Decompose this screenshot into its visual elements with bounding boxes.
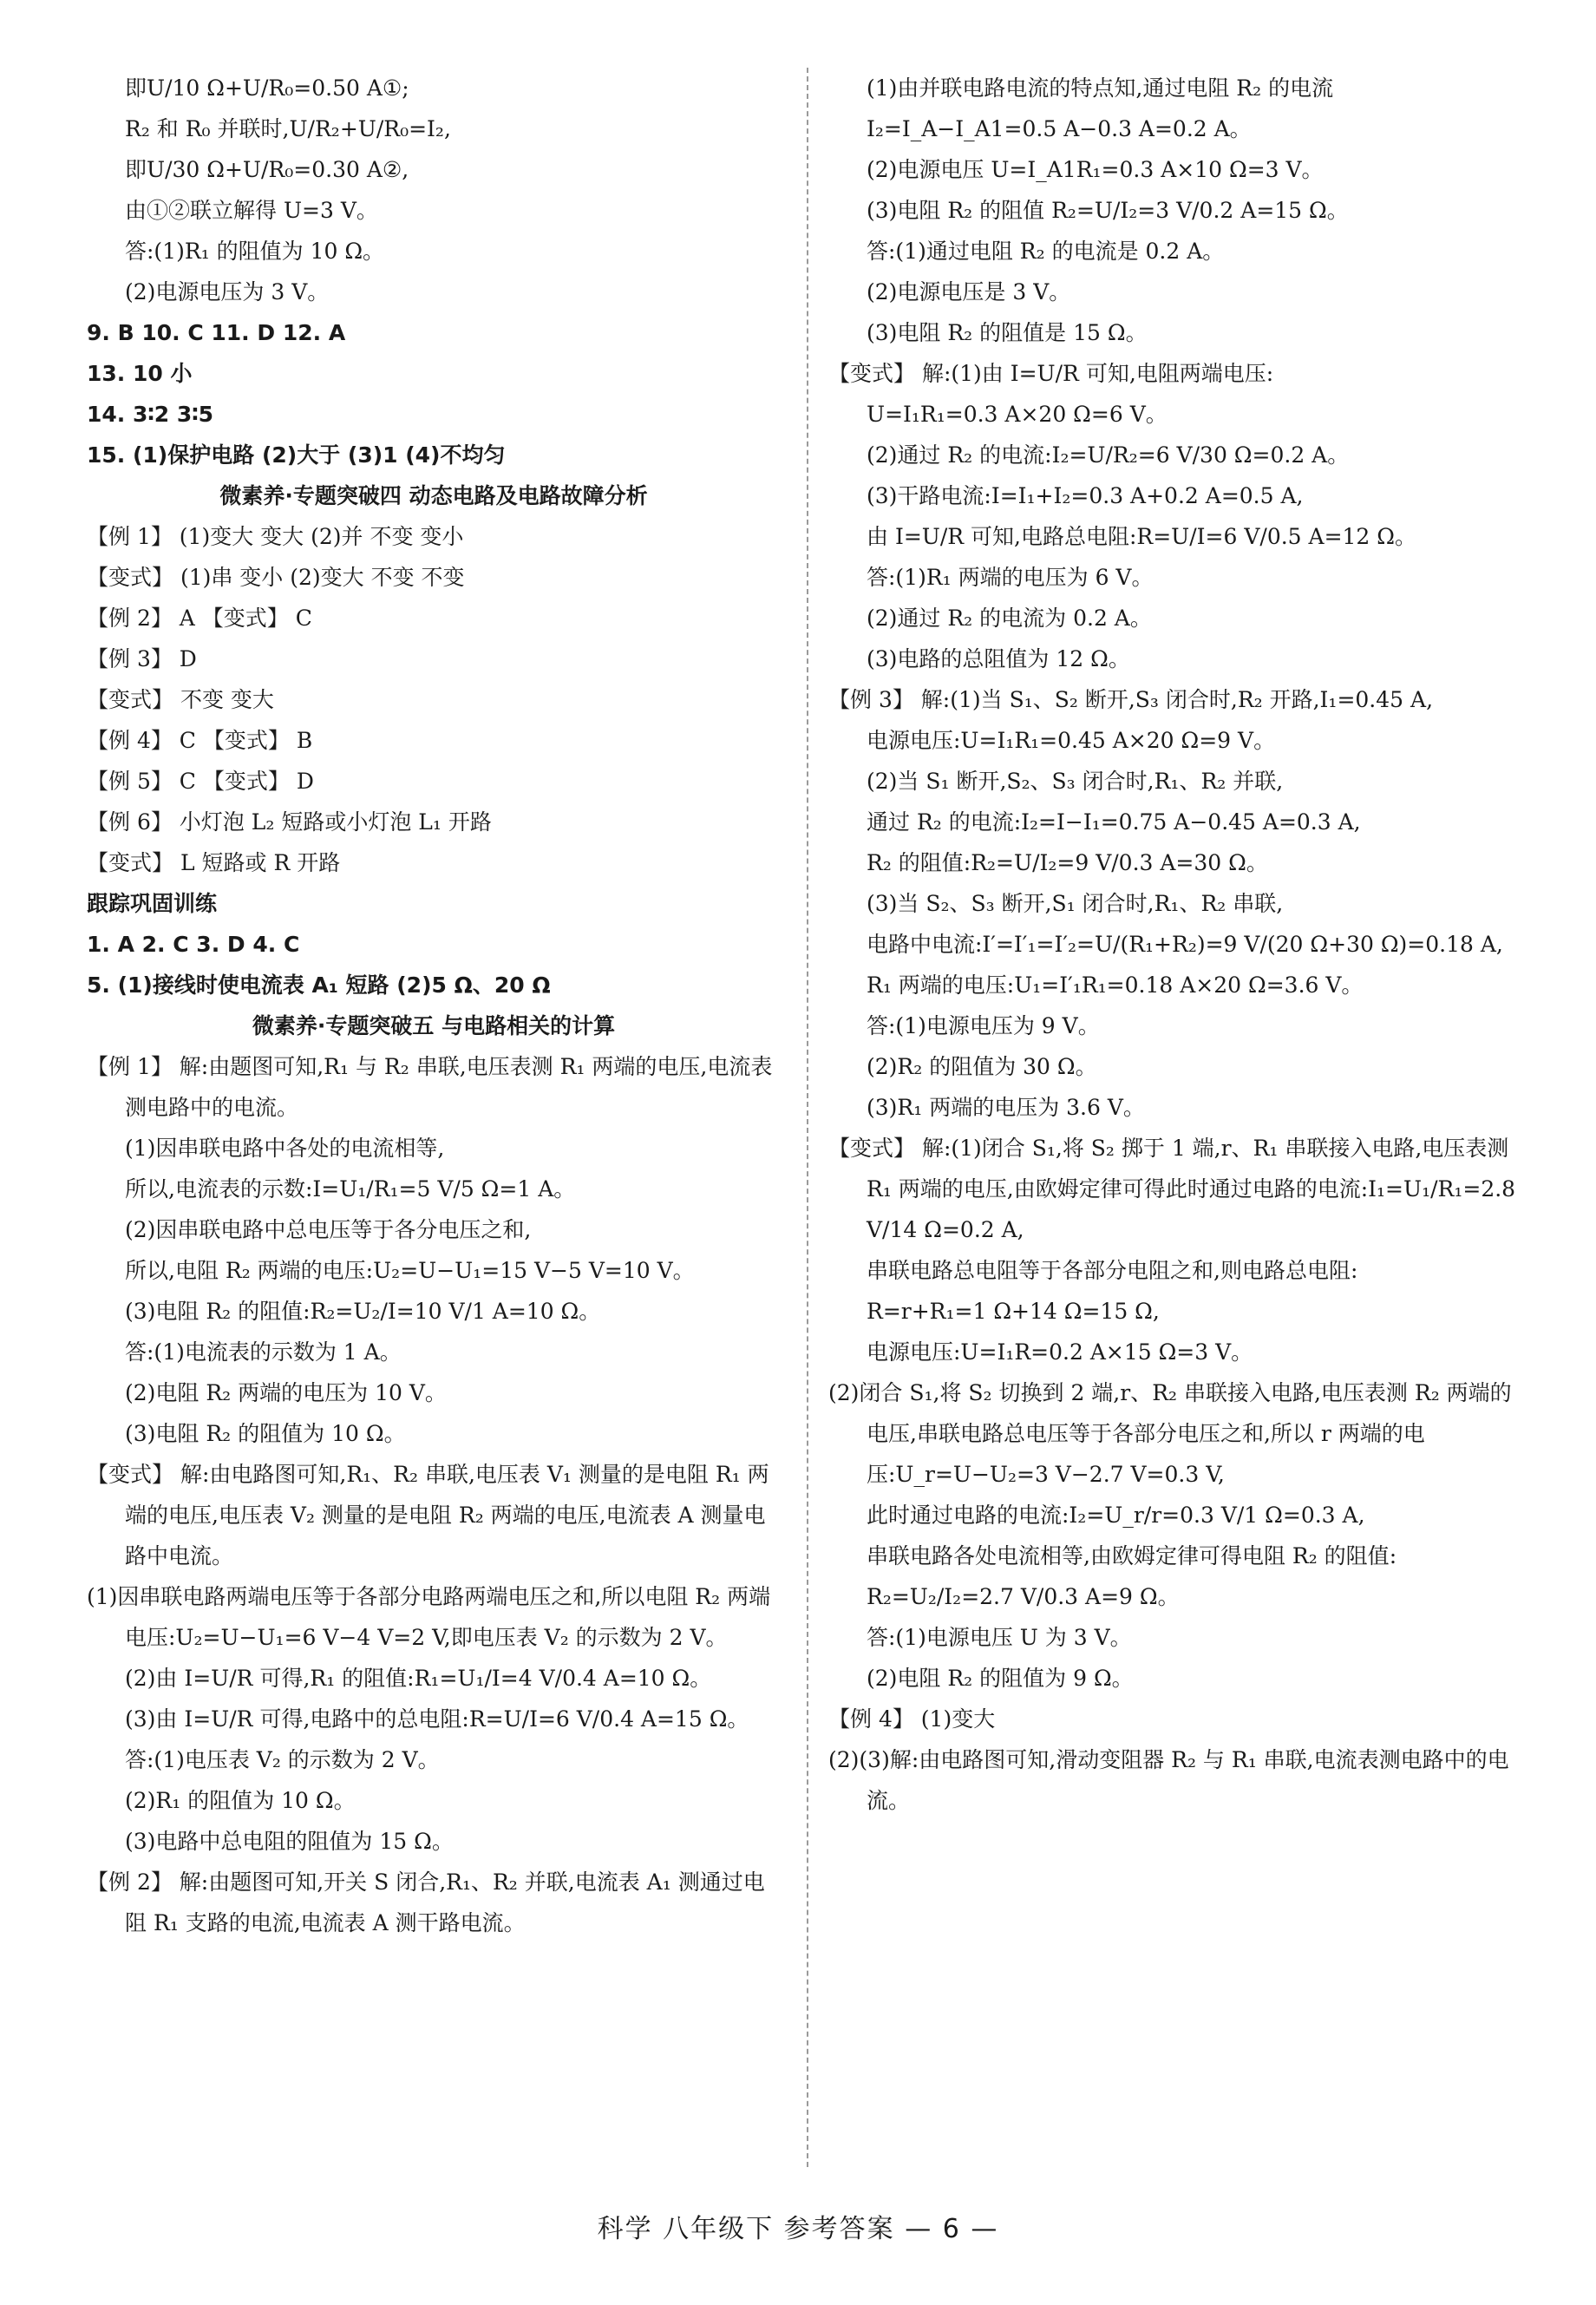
answer-line: 答:(1)电源电压 U 为 3 V。 — [867, 1625, 1132, 1650]
answer-line: 所以,电阻 R₂ 两端的电压:U₂=U−U₁=15 V−5 V=10 V。 — [125, 1258, 695, 1283]
answer-line: 所以,电流表的示数:I=U₁/R₁=5 V/5 Ω=1 A。 — [125, 1176, 576, 1202]
answer-line: 答:(1)R₁ 两端的电压为 6 V。 — [867, 565, 1154, 590]
answer-line: 5. (1)接线时使电流表 A₁ 短路 (2)5 Ω、20 Ω — [87, 972, 551, 998]
right-column — [828, 68, 1522, 1821]
answer-line: 【变式】 L 短路或 R 开路 — [87, 850, 341, 875]
answer-line: 即U/10 Ω+U/R₀=0.50 A①; — [125, 75, 409, 101]
answer-line: 微素养·专题突破五 与电路相关的计算 — [252, 1013, 616, 1038]
answer-line: (3)电阻 R₂ 的阻值是 15 Ω。 — [867, 320, 1148, 345]
answer-line: 此时通过电路的电流:I₂=U_r/r=0.3 V/1 Ω=0.3 A, — [867, 1503, 1365, 1528]
answer-line: 【变式】 解:(1)闭合 S₁,将 S₂ 掷于 1 端,r、R₁ 串联接入电路,电压表测 R₁ 两端的电压,由欧姆定律可得此时通过电路的电流:I₁=U₁/R₁=2.8 V/14 Ω=0.2 A, — [828, 1136, 1516, 1242]
answer-line: 【例 3】 解:(1)当 S₁、S₂ 断开,S₃ 闭合时,R₂ 开路,I₁=0.45 A, — [828, 687, 1434, 712]
answer-line: 1. A 2. C 3. D 4. C — [87, 932, 300, 957]
answer-line: R₂ 和 R₀ 并联时,U/R₂+U/R₀=I₂, — [125, 116, 451, 141]
answer-line: (3)电阻 R₂ 的阻值:R₂=U₂/I=10 V/1 A=10 Ω。 — [125, 1299, 601, 1324]
answer-line: 串联电路总电阻等于各部分电阻之和,则电路总电阻: — [867, 1258, 1358, 1283]
answer-line: 答:(1)电压表 V₂ 的示数为 2 V。 — [125, 1747, 440, 1772]
answer-line: (2)电源电压是 3 V。 — [867, 279, 1071, 304]
answer-line: (2)因串联电路中总电压等于各分电压之和, — [125, 1217, 532, 1242]
answer-line: 【变式】 (1)串 变小 (2)变大 不变 不变 — [87, 565, 465, 590]
answer-line: (2)电阻 R₂ 两端的电压为 10 V。 — [125, 1380, 447, 1405]
answer-line: 由①②联立解得 U=3 V。 — [125, 198, 378, 223]
answer-line: (2)电源电压为 3 V。 — [125, 279, 330, 304]
answer-line: U=I₁R₁=0.3 A×20 Ω=6 V。 — [867, 402, 1168, 427]
answer-line: 答:(1)R₁ 的阻值为 10 Ω。 — [125, 239, 385, 264]
answer-line: (2)通过 R₂ 的电流:I₂=U/R₂=6 V/30 Ω=0.2 A。 — [867, 442, 1350, 468]
column-divider — [807, 68, 808, 2167]
answer-line: 【例 2】 A 【变式】 C — [87, 606, 312, 631]
answer-line: 【例 1】 解:由题图可知,R₁ 与 R₂ 串联,电压表测 R₁ 两端的电压,电流表测电路中的电流。 — [87, 1054, 773, 1120]
answer-line: 【例 4】 (1)变大 — [828, 1706, 996, 1732]
answer-line: 电路中电流:I′=I′₁=I′₂=U/(R₁+R₂)=9 V/(20 Ω+30 Ω)=0.18 A, — [867, 932, 1503, 957]
answer-line: I₂=I_A−I_A1=0.5 A−0.3 A=0.2 A。 — [867, 116, 1252, 141]
answer-line: 电源电压:U=I₁R₁=0.45 A×20 Ω=9 V。 — [867, 728, 1276, 753]
answer-line: 答:(1)通过电阻 R₂ 的电流是 0.2 A。 — [867, 239, 1225, 264]
answer-line: 【变式】 解:(1)由 I=U/R 可知,电阻两端电压: — [828, 361, 1274, 386]
answer-line: R=r+R₁=1 Ω+14 Ω=15 Ω, — [867, 1299, 1160, 1324]
answer-line: (3)电路中总电阻的阻值为 15 Ω。 — [125, 1829, 454, 1854]
left-column — [87, 68, 781, 1943]
answer-line: 13. 10 小 — [87, 361, 193, 386]
answer-line: (3)电阻 R₂ 的阻值为 10 Ω。 — [125, 1421, 406, 1446]
answer-line: (3)电路的总阻值为 12 Ω。 — [867, 646, 1130, 671]
answer-line: (1)因串联电路两端电压等于各部分电路两端电压之和,所以电阻 R₂ 两端电压:U₂=U−U₁=6 V−4 V=2 V,即电压表 V₂ 的示数为 2 V。 — [87, 1584, 771, 1650]
page-footer: 科学 八年级下 参考答案 — 6 — — [597, 2214, 999, 2244]
answer-line: (3)R₁ 两端的电压为 3.6 V。 — [867, 1095, 1145, 1120]
answer-line: 跟踪巩固训练 — [87, 891, 218, 916]
answer-line: (1)由并联电路电流的特点知,通过电阻 R₂ 的电流 — [867, 75, 1334, 101]
answer-line: (2)由 I=U/R 可得,R₁ 的阻值:R₁=U₁/I=4 V/0.4 A=10 Ω。 — [125, 1666, 712, 1691]
answer-line: 即U/30 Ω+U/R₀=0.30 A②, — [125, 157, 409, 182]
answer-line: (2)闭合 S₁,将 S₂ 切换到 2 端,r、R₂ 串联接入电路,电压表测 R₂ 两端的电压,串联电路总电压等于各部分电压之和,所以 r 两端的电压:U_r=U−U₂=3 V−2.7 V=0.3 V, — [828, 1380, 1512, 1487]
answer-line: 【例 6】 小灯泡 L₂ 短路或小灯泡 L₁ 开路 — [87, 809, 492, 835]
answer-line: R₁ 两端的电压:U₁=I′₁R₁=0.18 A×20 Ω=3.6 V。 — [867, 972, 1364, 998]
answer-line: 【变式】 解:由电路图可知,R₁、R₂ 串联,电压表 V₁ 测量的是电阻 R₁ 两端的电压,电压表 V₂ 测量的是电阻 R₂ 两端的电压,电流表 A 测量电路中电流。 — [87, 1462, 769, 1568]
answer-line: 15. (1)保护电路 (2)大于 (3)1 (4)不均匀 — [87, 442, 506, 468]
answer-line: 9. B 10. C 11. D 12. A — [87, 320, 346, 345]
answer-line: (2)R₂ 的阻值为 30 Ω。 — [867, 1054, 1097, 1079]
answer-line: 通过 R₂ 的电流:I₂=I−I₁=0.75 A−0.45 A=0.3 A, — [867, 809, 1361, 835]
answer-line: (3)由 I=U/R 可得,电路中的总电阻:R=U/I=6 V/0.4 A=15 Ω。 — [125, 1706, 749, 1732]
answer-line: 答:(1)电流表的示数为 1 A。 — [125, 1339, 402, 1365]
answer-line: 电源电压:U=I₁R=0.2 A×15 Ω=3 V。 — [867, 1339, 1253, 1365]
answer-line: 微素养·专题突破四 动态电路及电路故障分析 — [219, 483, 648, 508]
answer-line: 【例 5】 C 【变式】 D — [87, 769, 314, 794]
answer-line: (2)当 S₁ 断开,S₂、S₃ 闭合时,R₁、R₂ 并联, — [867, 769, 1284, 794]
answer-line: R₂=U₂/I₂=2.7 V/0.3 A=9 Ω。 — [867, 1584, 1180, 1609]
answer-line: 【例 4】 C 【变式】 B — [87, 728, 313, 753]
answer-line: R₂ 的阻值:R₂=U/I₂=9 V/0.3 A=30 Ω。 — [867, 850, 1268, 875]
answer-line: (2)通过 R₂ 的电流为 0.2 A。 — [867, 606, 1152, 631]
answer-line: 由 I=U/R 可知,电路总电阻:R=U/I=6 V/0.5 A=12 Ω。 — [867, 524, 1417, 549]
answer-line: 串联电路各处电流相等,由欧姆定律可得电阻 R₂ 的阻值: — [867, 1543, 1397, 1568]
answer-line: (3)电阻 R₂ 的阻值 R₂=U/I₂=3 V/0.2 A=15 Ω。 — [867, 198, 1349, 223]
answer-line: 【例 3】 D — [87, 646, 197, 671]
answer-line: (3)干路电流:I=I₁+I₂=0.3 A+0.2 A=0.5 A, — [867, 483, 1304, 508]
answer-line: (2)R₁ 的阻值为 10 Ω。 — [125, 1788, 356, 1813]
answer-line: (2)电阻 R₂ 的阻值为 9 Ω。 — [867, 1666, 1134, 1691]
answer-line: 答:(1)电源电压为 9 V。 — [867, 1013, 1100, 1038]
answer-line: (1)因串联电路中各处的电流相等, — [125, 1136, 445, 1161]
answer-line: 14. 3∶2 3∶5 — [87, 402, 213, 427]
answer-line: (2)(3)解:由电路图可知,滑动变阻器 R₂ 与 R₁ 串联,电流表测电路中的电流。 — [828, 1747, 1509, 1813]
answer-line: (3)当 S₂、S₃ 断开,S₁ 闭合时,R₁、R₂ 串联, — [867, 891, 1284, 916]
answer-line: 【变式】 不变 变大 — [87, 687, 274, 712]
answer-line: 【例 1】 (1)变大 变大 (2)并 不变 变小 — [87, 524, 464, 549]
answer-line: 【例 2】 解:由题图可知,开关 S 闭合,R₁、R₂ 并联,电流表 A₁ 测通过电阻 R₁ 支路的电流,电流表 A 测干路电流。 — [87, 1870, 765, 1935]
answer-line: (2)电源电压 U=I_A1R₁=0.3 A×10 Ω=3 V。 — [867, 157, 1324, 182]
